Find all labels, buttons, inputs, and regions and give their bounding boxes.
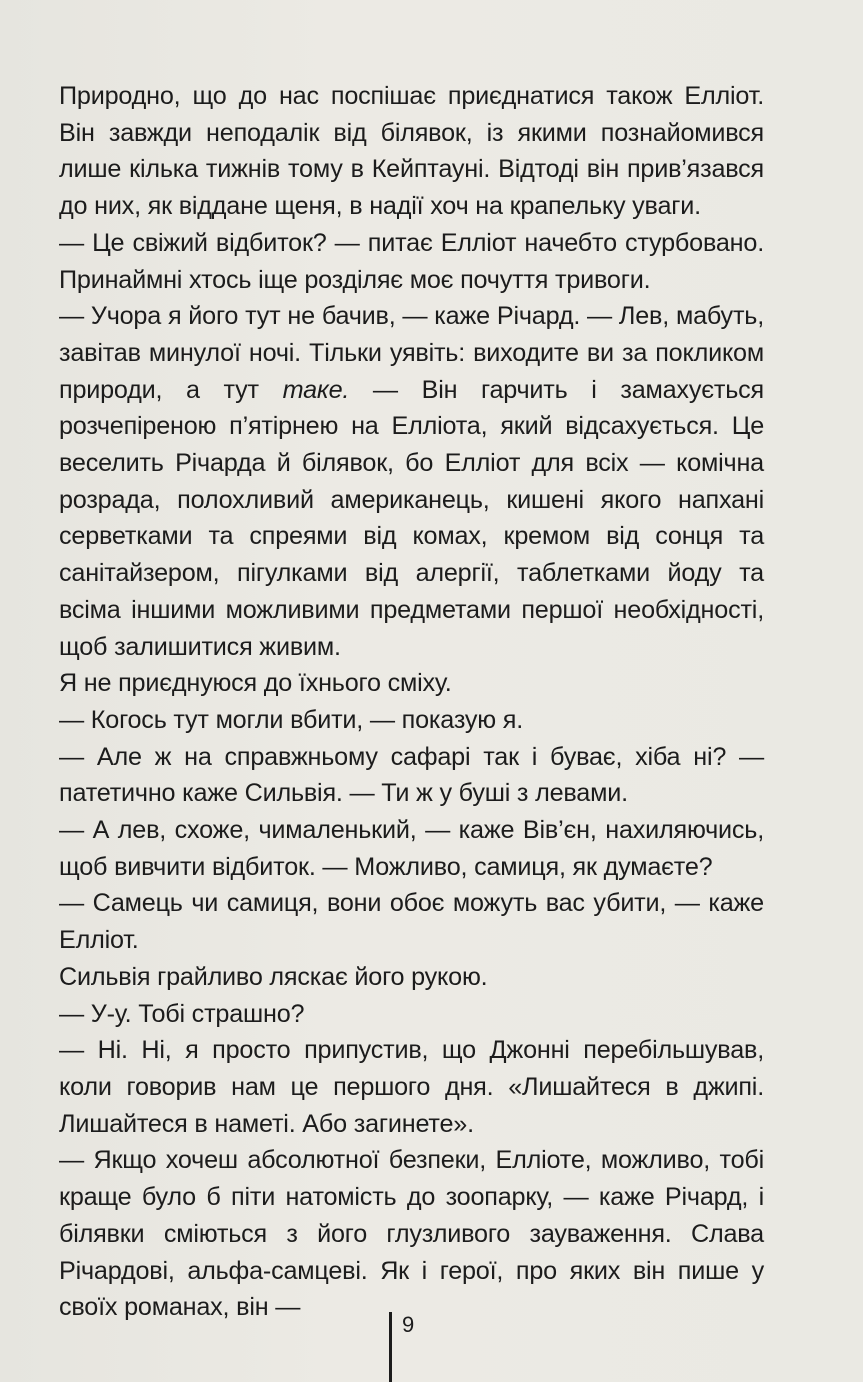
paragraph-8: — Самець чи самиця, вони обоє можуть вас убити, — каже Елліот.	[59, 889, 764, 955]
page-number: 9	[402, 1312, 415, 1337]
page-number-rule	[389, 1312, 392, 1382]
paragraph-2: — Це свіжий відбиток? — питає Елліот начебто стурбовано. Принаймні хтось іще розділяє моє почуття тривоги.	[59, 228, 764, 294]
paragraph-7: — А лев, схоже, чималенький, — каже Вів’єн, нахиляючись, щоб вивчити відбиток. — Можливо, самиця, як думаєте?	[59, 816, 764, 881]
body-text	[59, 78, 764, 1326]
paragraph-4: Я не приєднуюся до їхнього сміху.	[59, 669, 452, 698]
paragraph-3-start: — Учора я його тут не бачив, — каже Річард. — Лев, мабуть, завітав минулої ночі. Тільки уявіть: виходите ви за покликом природи, а тут	[59, 302, 764, 404]
paragraph-12: — Якщо хочеш абсолютної безпеки, Елліоте, можливо, тобі краще було б піти натомість до зоопарку, — каже Річард, і білявки сміються з його глузливого зауваження. Слава Річардові, альфа-самцеві. Як і герої, про яких він пише у своїх романах, він —	[59, 1146, 764, 1322]
paragraph-3	[59, 298, 764, 665]
paragraph-3-end: — Він гарчить і замахується розчепіреною п’ятірнею на Елліота, який відсахується. Це веселить Річарда й білявок, бо Елліот для всіх — комічна розрада, полохливий американець, кишені якого напхані серветками та спреями від комах, кремом від сонця та санітайзером, пігулками від алергії, таблетками йоду та всіма іншими можливими предметами першої необхідності, щоб залишитися живим.	[59, 375, 764, 661]
paragraph-6: — Але ж на справжньому сафарі так і буває, хіба ні? — патетично каже Сильвія. — Ти ж у буші з левами.	[59, 742, 764, 808]
paragraph-10: — У-у. Тобі страшно?	[59, 999, 305, 1028]
paragraph-5: — Когось тут могли вбити, — показую я.	[59, 705, 524, 734]
paragraph-1: Природно, що до нас поспішає приєднатися також Елліот. Він завжди неподалік від білявок, із якими познайомився лише кілька тижнів тому в Кейптауні. Відтоді він прив’язався до них, як віддане щеня, в надії хоч на крапельку уваги.	[59, 82, 764, 221]
paragraph-11: — Ні. Ні, я просто припустив, що Джонні перебільшував, коли говорив нам це першого дня. «Лишайтеся в джипі. Лишайтеся в наметі. Або загинете».	[59, 1036, 764, 1138]
paragraph-9: Сильвія грайливо ляскає його рукою.	[59, 962, 488, 991]
italic-word: таке.	[282, 375, 350, 404]
